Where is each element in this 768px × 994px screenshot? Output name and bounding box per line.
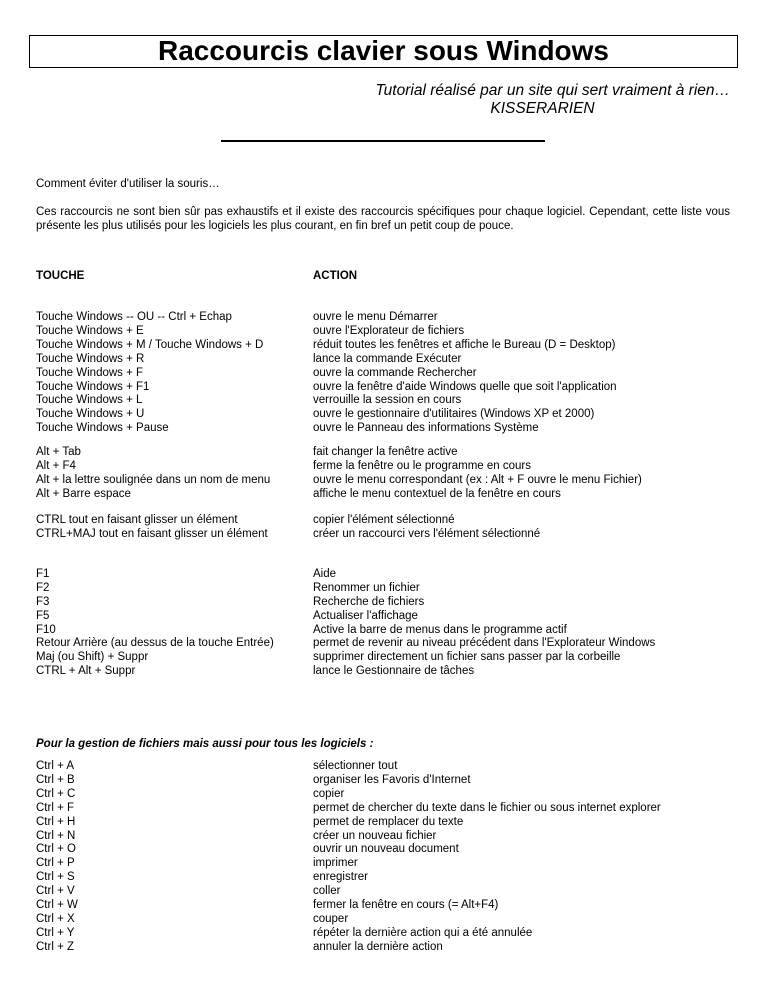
shortcut-action: annuler la dernière action	[313, 940, 443, 953]
shortcut-key: Touche Windows -- OU -- Ctrl + Echap	[36, 311, 232, 323]
shortcut-action: imprimer	[313, 857, 358, 870]
shortcut-action: créer un raccourci vers l'élément sélectionné	[313, 527, 541, 540]
intro-text: Comment éviter d'utiliser la souris…	[36, 178, 220, 190]
shortcut-action: créer un nouveau fichier	[313, 829, 437, 842]
shortcut-key: CTRL+MAJ tout en faisant glisser un élément	[36, 527, 268, 540]
intro-paragraph: Ces raccourcis ne sont bien sûr pas exhaustifs et il existe des raccourcis spécifiques pour chaque logiciel. Cependant, cette liste vous présente les plus utilisés pour les logiciels les plus courant, en fin bref un petit coup de pouce.	[36, 206, 730, 232]
shortcut-row	[36, 339, 756, 353]
shortcut-key: Retour Arrière (au dessus de la touche Entrée)	[36, 637, 274, 649]
shortcut-key: Touche Windows + E	[36, 324, 144, 337]
shortcut-group-drag	[36, 514, 756, 542]
shortcut-key: Ctrl + C	[36, 787, 76, 800]
shortcut-key: Ctrl + A	[36, 760, 75, 772]
shortcut-row	[36, 885, 756, 899]
shortcut-key: Ctrl + B	[36, 773, 75, 786]
header-action: ACTION	[313, 270, 358, 282]
shortcut-key: F1	[36, 568, 50, 580]
shortcut-row	[36, 802, 756, 816]
shortcut-action: Active la barre de menus dans le programme actif	[313, 623, 567, 636]
shortcut-row	[36, 830, 756, 844]
shortcut-action: ouvre le gestionnaire d'utilitaires (Windows XP et 2000)	[313, 408, 595, 421]
shortcut-row	[36, 624, 756, 638]
shortcut-row	[36, 651, 756, 665]
shortcut-action: ouvre la fenêtre d'aide Windows quelle que soit l'application	[313, 380, 617, 393]
shortcut-row	[36, 422, 756, 436]
shortcut-key: F5	[36, 609, 50, 622]
shortcut-row	[36, 637, 756, 651]
shortcut-key: Alt + Tab	[36, 446, 81, 458]
shortcut-key: CTRL + Alt + Suppr	[36, 664, 136, 677]
shortcut-action: répéter la dernière action qui a été annulée	[313, 926, 533, 939]
shortcut-row	[36, 610, 756, 624]
shortcut-row	[36, 596, 756, 610]
shortcut-key: F10	[36, 623, 56, 636]
shortcut-action: couper	[313, 912, 349, 925]
shortcut-action: ouvre l'Explorateur de fichiers	[313, 324, 465, 337]
shortcut-action: verrouille la session en cours	[313, 394, 462, 407]
shortcut-group-windows	[36, 311, 756, 436]
shortcut-row	[36, 367, 756, 381]
shortcut-key: Ctrl + P	[36, 857, 75, 870]
shortcut-action: organiser les Favoris d'Internet	[313, 773, 471, 786]
shortcut-action: ouvre le menu Démarrer	[313, 311, 438, 323]
shortcut-group-alt	[36, 446, 756, 502]
shortcut-row	[36, 568, 756, 582]
shortcut-row	[36, 514, 756, 528]
shortcut-row	[36, 843, 756, 857]
document-title: Raccourcis clavier sous Windows	[29, 35, 738, 68]
header-key: TOUCHE	[36, 270, 85, 282]
shortcut-action: ouvre la commande Rechercher	[313, 366, 477, 379]
shortcut-action: permet de chercher du texte dans le fichier ou sous internet explorer	[313, 801, 661, 814]
shortcut-row	[36, 788, 756, 802]
shortcut-group-misc	[36, 637, 756, 679]
shortcut-action: Renommer un fichier	[313, 581, 420, 594]
shortcut-action: supprimer directement un fichier sans passer par la corbeille	[313, 650, 621, 663]
shortcut-key: Touche Windows + F	[36, 366, 144, 379]
shortcut-row	[36, 460, 756, 474]
shortcut-key: Alt + F4	[36, 459, 76, 472]
shortcut-action: ouvre le Panneau des informations Système	[313, 422, 539, 435]
shortcut-row	[36, 528, 756, 542]
shortcut-row	[36, 446, 756, 460]
shortcut-key: Ctrl + H	[36, 815, 76, 828]
shortcut-key: Ctrl + Y	[36, 926, 75, 939]
shortcut-key: Ctrl + Z	[36, 940, 75, 953]
shortcut-action: ouvre le menu correspondant (ex : Alt + F ouvre le menu Fichier)	[313, 473, 642, 486]
shortcut-row	[36, 474, 756, 488]
shortcut-action: fermer la fenêtre en cours (= Alt+F4)	[313, 899, 499, 912]
shortcut-action: lance la commande Exécuter	[313, 352, 462, 365]
shortcut-action: copier	[313, 787, 345, 800]
shortcut-row	[36, 488, 756, 502]
shortcut-key: Maj (ou Shift) + Suppr	[36, 650, 149, 663]
shortcut-row	[36, 816, 756, 830]
shortcut-key: Ctrl + O	[36, 843, 76, 856]
shortcut-row	[36, 665, 756, 679]
shortcut-action: Recherche de fichiers	[313, 595, 425, 608]
shortcut-group-function-keys	[36, 568, 756, 638]
shortcut-key: Ctrl + W	[36, 899, 78, 912]
shortcut-row	[36, 760, 756, 774]
shortcut-key: Touche Windows + L	[36, 394, 143, 407]
shortcut-row	[36, 913, 756, 927]
subtitle-author: KISSERARIEN	[490, 100, 595, 117]
shortcut-row	[36, 394, 756, 408]
shortcut-action: fait changer la fenêtre active	[313, 446, 458, 458]
shortcut-action: sélectionner tout	[313, 760, 398, 772]
shortcut-row	[36, 408, 756, 422]
shortcut-row	[36, 325, 756, 339]
shortcut-key: Touche Windows + M / Touche Windows + D	[36, 338, 264, 351]
table-header	[36, 270, 756, 284]
subtitle	[250, 82, 730, 118]
shortcut-key: Touche Windows + U	[36, 408, 145, 421]
shortcut-action: copier l'élément sélectionné	[313, 514, 455, 526]
shortcut-key: F2	[36, 581, 50, 594]
shortcut-action: Aide	[313, 568, 337, 580]
shortcut-key: Ctrl + S	[36, 871, 75, 884]
shortcut-action: réduit toutes les fenêtres et affiche le Bureau (D = Desktop)	[313, 338, 616, 351]
shortcut-row	[36, 774, 756, 788]
shortcut-row	[36, 899, 756, 913]
shortcut-action: ouvrir un nouveau document	[313, 843, 459, 856]
shortcut-row	[36, 311, 756, 325]
shortcut-action: enregistrer	[313, 871, 368, 884]
section-title-files: Pour la gestion de fichiers mais aussi pour tous les logiciels :	[36, 738, 374, 750]
shortcut-key: Touche Windows + Pause	[36, 422, 169, 435]
shortcut-row	[36, 857, 756, 871]
shortcut-action: permet de revenir au niveau précédent dans l'Explorateur Windows	[313, 637, 656, 649]
shortcut-row	[36, 927, 756, 941]
shortcut-row	[36, 353, 756, 367]
shortcut-action: coller	[313, 885, 341, 898]
shortcut-key: Ctrl + V	[36, 885, 75, 898]
shortcut-action: permet de remplacer du texte	[313, 815, 464, 828]
shortcut-key: Ctrl + X	[36, 912, 75, 925]
shortcut-action: Actualiser l'affichage	[313, 609, 418, 622]
shortcut-key: Touche Windows + F1	[36, 380, 150, 393]
shortcut-group-ctrl	[36, 760, 756, 955]
shortcut-row	[36, 871, 756, 885]
shortcut-key: Alt + la lettre soulignée dans un nom de menu	[36, 473, 271, 486]
shortcut-key: Ctrl + N	[36, 829, 76, 842]
shortcut-row	[36, 941, 756, 955]
subtitle-tagline: Tutorial réalisé par un site qui sert vraiment à rien…	[375, 82, 730, 99]
shortcut-key: Touche Windows + R	[36, 352, 145, 365]
shortcut-row	[36, 381, 756, 395]
shortcut-action: lance le Gestionnaire de tâches	[313, 664, 475, 677]
shortcut-key: Alt + Barre espace	[36, 487, 131, 500]
shortcut-key: CTRL tout en faisant glisser un élément	[36, 514, 238, 526]
shortcut-key: F3	[36, 595, 50, 608]
shortcut-key: Ctrl + F	[36, 801, 75, 814]
shortcut-action: ferme la fenêtre ou le programme en cours	[313, 459, 531, 472]
shortcut-action: affiche le menu contextuel de la fenêtre en cours	[313, 487, 561, 500]
horizontal-divider	[221, 140, 545, 142]
shortcut-row	[36, 582, 756, 596]
